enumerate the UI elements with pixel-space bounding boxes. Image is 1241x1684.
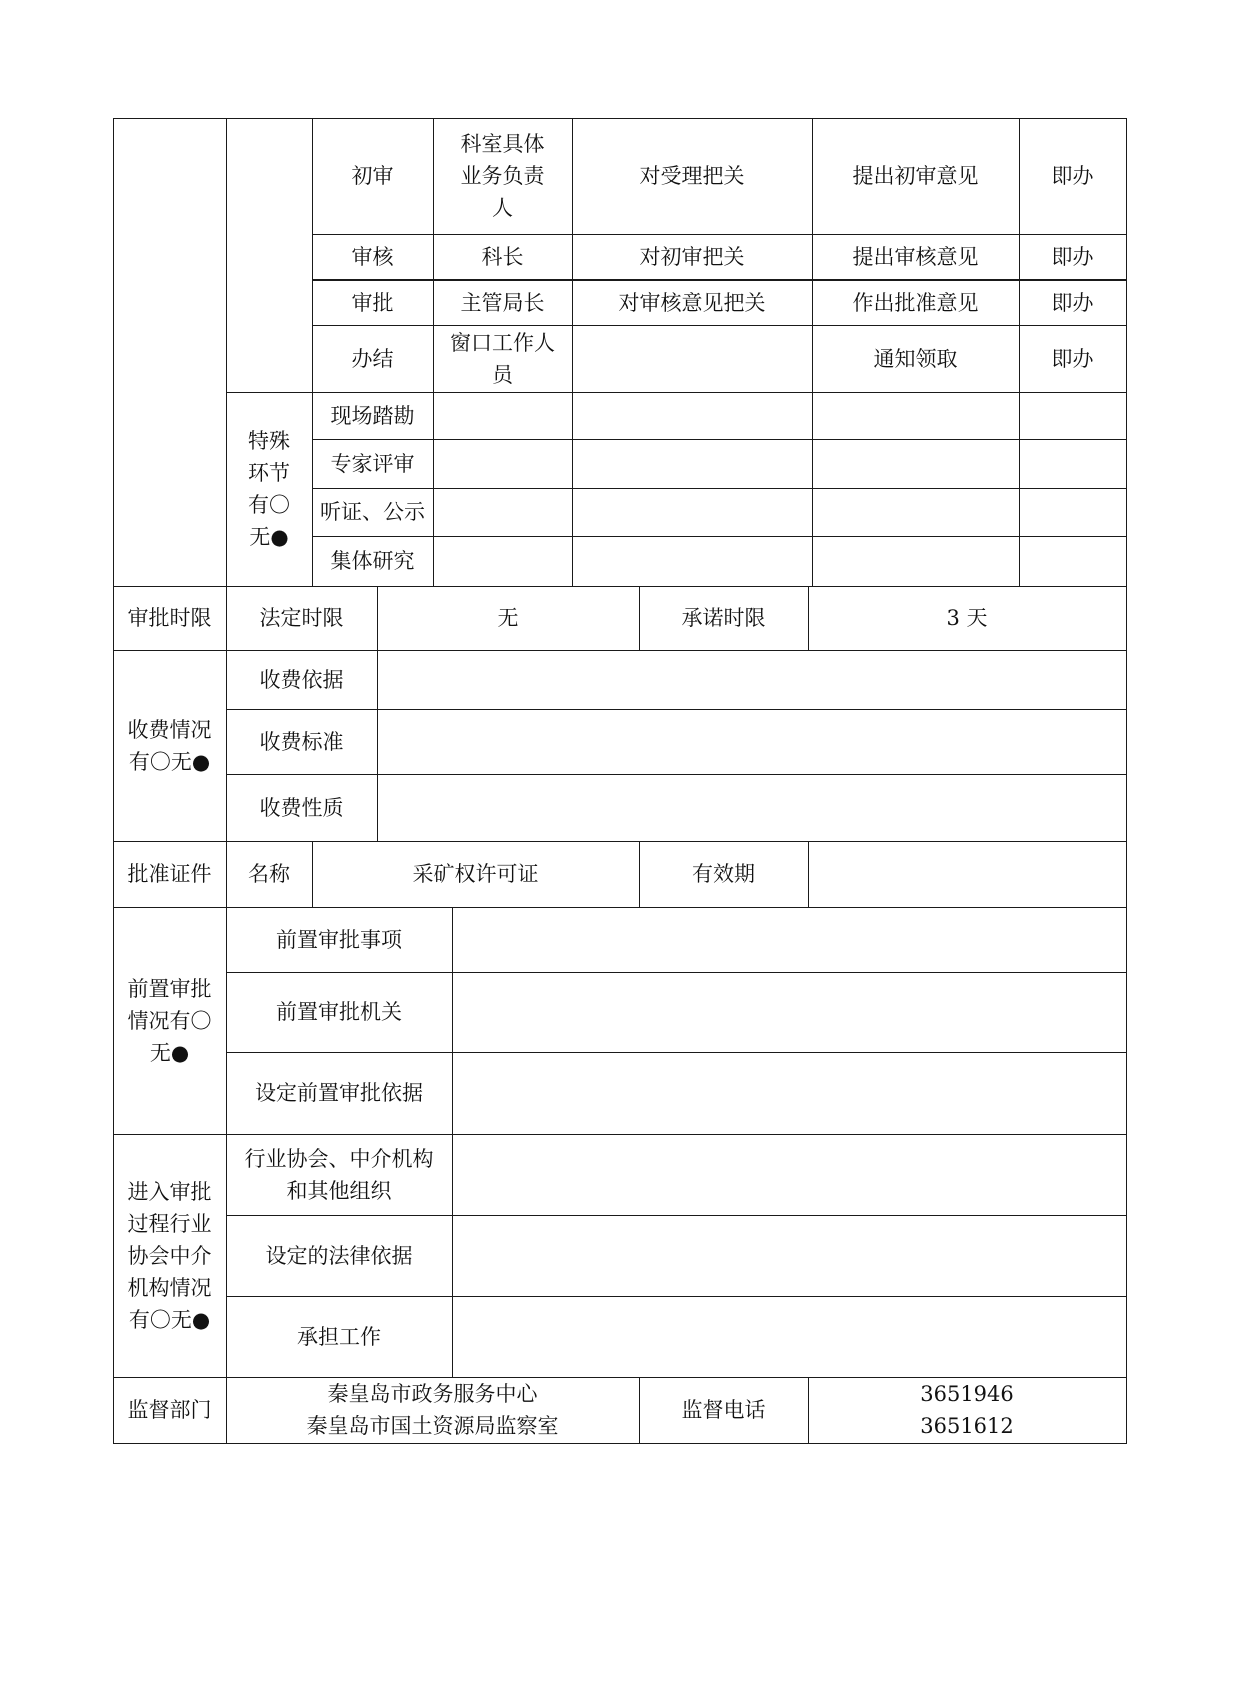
- certificate-label: 批准证件: [127, 862, 212, 886]
- special-expert-review: 专家评审: [330, 451, 415, 476]
- step-approve-duty: 对审核意见把关: [618, 290, 766, 315]
- pre-approval-authority-label: 前置审批机关: [276, 1000, 402, 1024]
- fees-label: 收费情况有〇无●: [127, 717, 212, 774]
- step-check-role: 科长: [481, 245, 524, 269]
- legal-limit-value: 无: [497, 606, 519, 630]
- step-complete-result: 通知领取: [873, 346, 958, 371]
- pre-approval-label: 前置审批情况有〇无●: [127, 976, 212, 1065]
- supervision-dept-2: 秦皇岛市国土资源局监察室: [306, 1414, 559, 1438]
- supervision-phone-2: 3651612: [920, 1414, 1014, 1438]
- validity-label: 有效期: [692, 862, 755, 886]
- step-approve: 审批: [351, 290, 394, 315]
- step-initial-review: 初审: [351, 164, 394, 188]
- supervision-phone-1: 3651946: [920, 1382, 1014, 1406]
- supervision-dept-1: 秦皇岛市政务服务中心: [327, 1382, 538, 1406]
- supervision-departments: [226, 1377, 639, 1443]
- pre-approval-item-label: 前置审批事项: [276, 927, 402, 952]
- step-approve-time: 即办: [1051, 290, 1094, 315]
- intermediary-work-label: 承担工作: [297, 1324, 381, 1349]
- intermediary-label: 进入审批过程行业协会中介机构情况有〇无●: [127, 1179, 212, 1332]
- special-hearing: 听证、公示: [320, 500, 425, 524]
- validity-value: [808, 841, 1126, 907]
- supervision-phone-label: 监督电话: [681, 1398, 766, 1422]
- fee-basis-label: 收费依据: [259, 667, 344, 692]
- special-collective-study: 集体研究: [330, 549, 415, 573]
- step-initial-review-duty: 对受理把关: [639, 164, 745, 188]
- promise-limit-value: 3 天: [946, 606, 988, 630]
- step-complete-duty: [572, 325, 812, 392]
- time-limit-label: 审批时限: [127, 606, 212, 630]
- step-approve-result: 作出批准意见: [852, 290, 979, 315]
- intermediary-orgs-label: 行业协会、中介机构和其他组织: [244, 1146, 434, 1203]
- step-check-time: 即办: [1051, 245, 1094, 269]
- step-check-result: 提出审核意见: [852, 245, 979, 269]
- step-approve-role: 主管局长: [460, 290, 545, 315]
- step-check-duty: 对初审把关: [639, 245, 745, 269]
- intermediary-legal-basis-label: 设定的法律依据: [265, 1243, 413, 1268]
- step-check: 审核: [351, 245, 394, 269]
- step-complete-role: 窗口工作人员: [450, 330, 555, 387]
- step-initial-review-time: 即办: [1051, 164, 1094, 188]
- supervision-label: 监督部门: [127, 1398, 212, 1422]
- pre-approval-basis-label: 设定前置审批依据: [255, 1081, 423, 1105]
- step-initial-review-role: 科室具体业务负责人: [460, 132, 545, 220]
- certificate-name-label: 名称: [248, 862, 290, 886]
- certificate-name-value: 采矿权许可证: [412, 862, 539, 886]
- promise-limit-label: 承诺时限: [681, 606, 766, 630]
- legal-limit-label: 法定时限: [259, 606, 344, 630]
- special-steps-label: 特殊环节有〇无●: [248, 429, 290, 549]
- step-complete: 办结: [351, 346, 394, 371]
- fee-nature-label: 收费性质: [259, 795, 344, 820]
- supervision-phones: [808, 1377, 1126, 1443]
- step-complete-time: 即办: [1051, 346, 1094, 371]
- step-initial-review-result: 提出初审意见: [852, 164, 979, 188]
- special-site-survey: 现场踏勘: [330, 403, 415, 428]
- fee-standard-label: 收费标准: [259, 729, 344, 754]
